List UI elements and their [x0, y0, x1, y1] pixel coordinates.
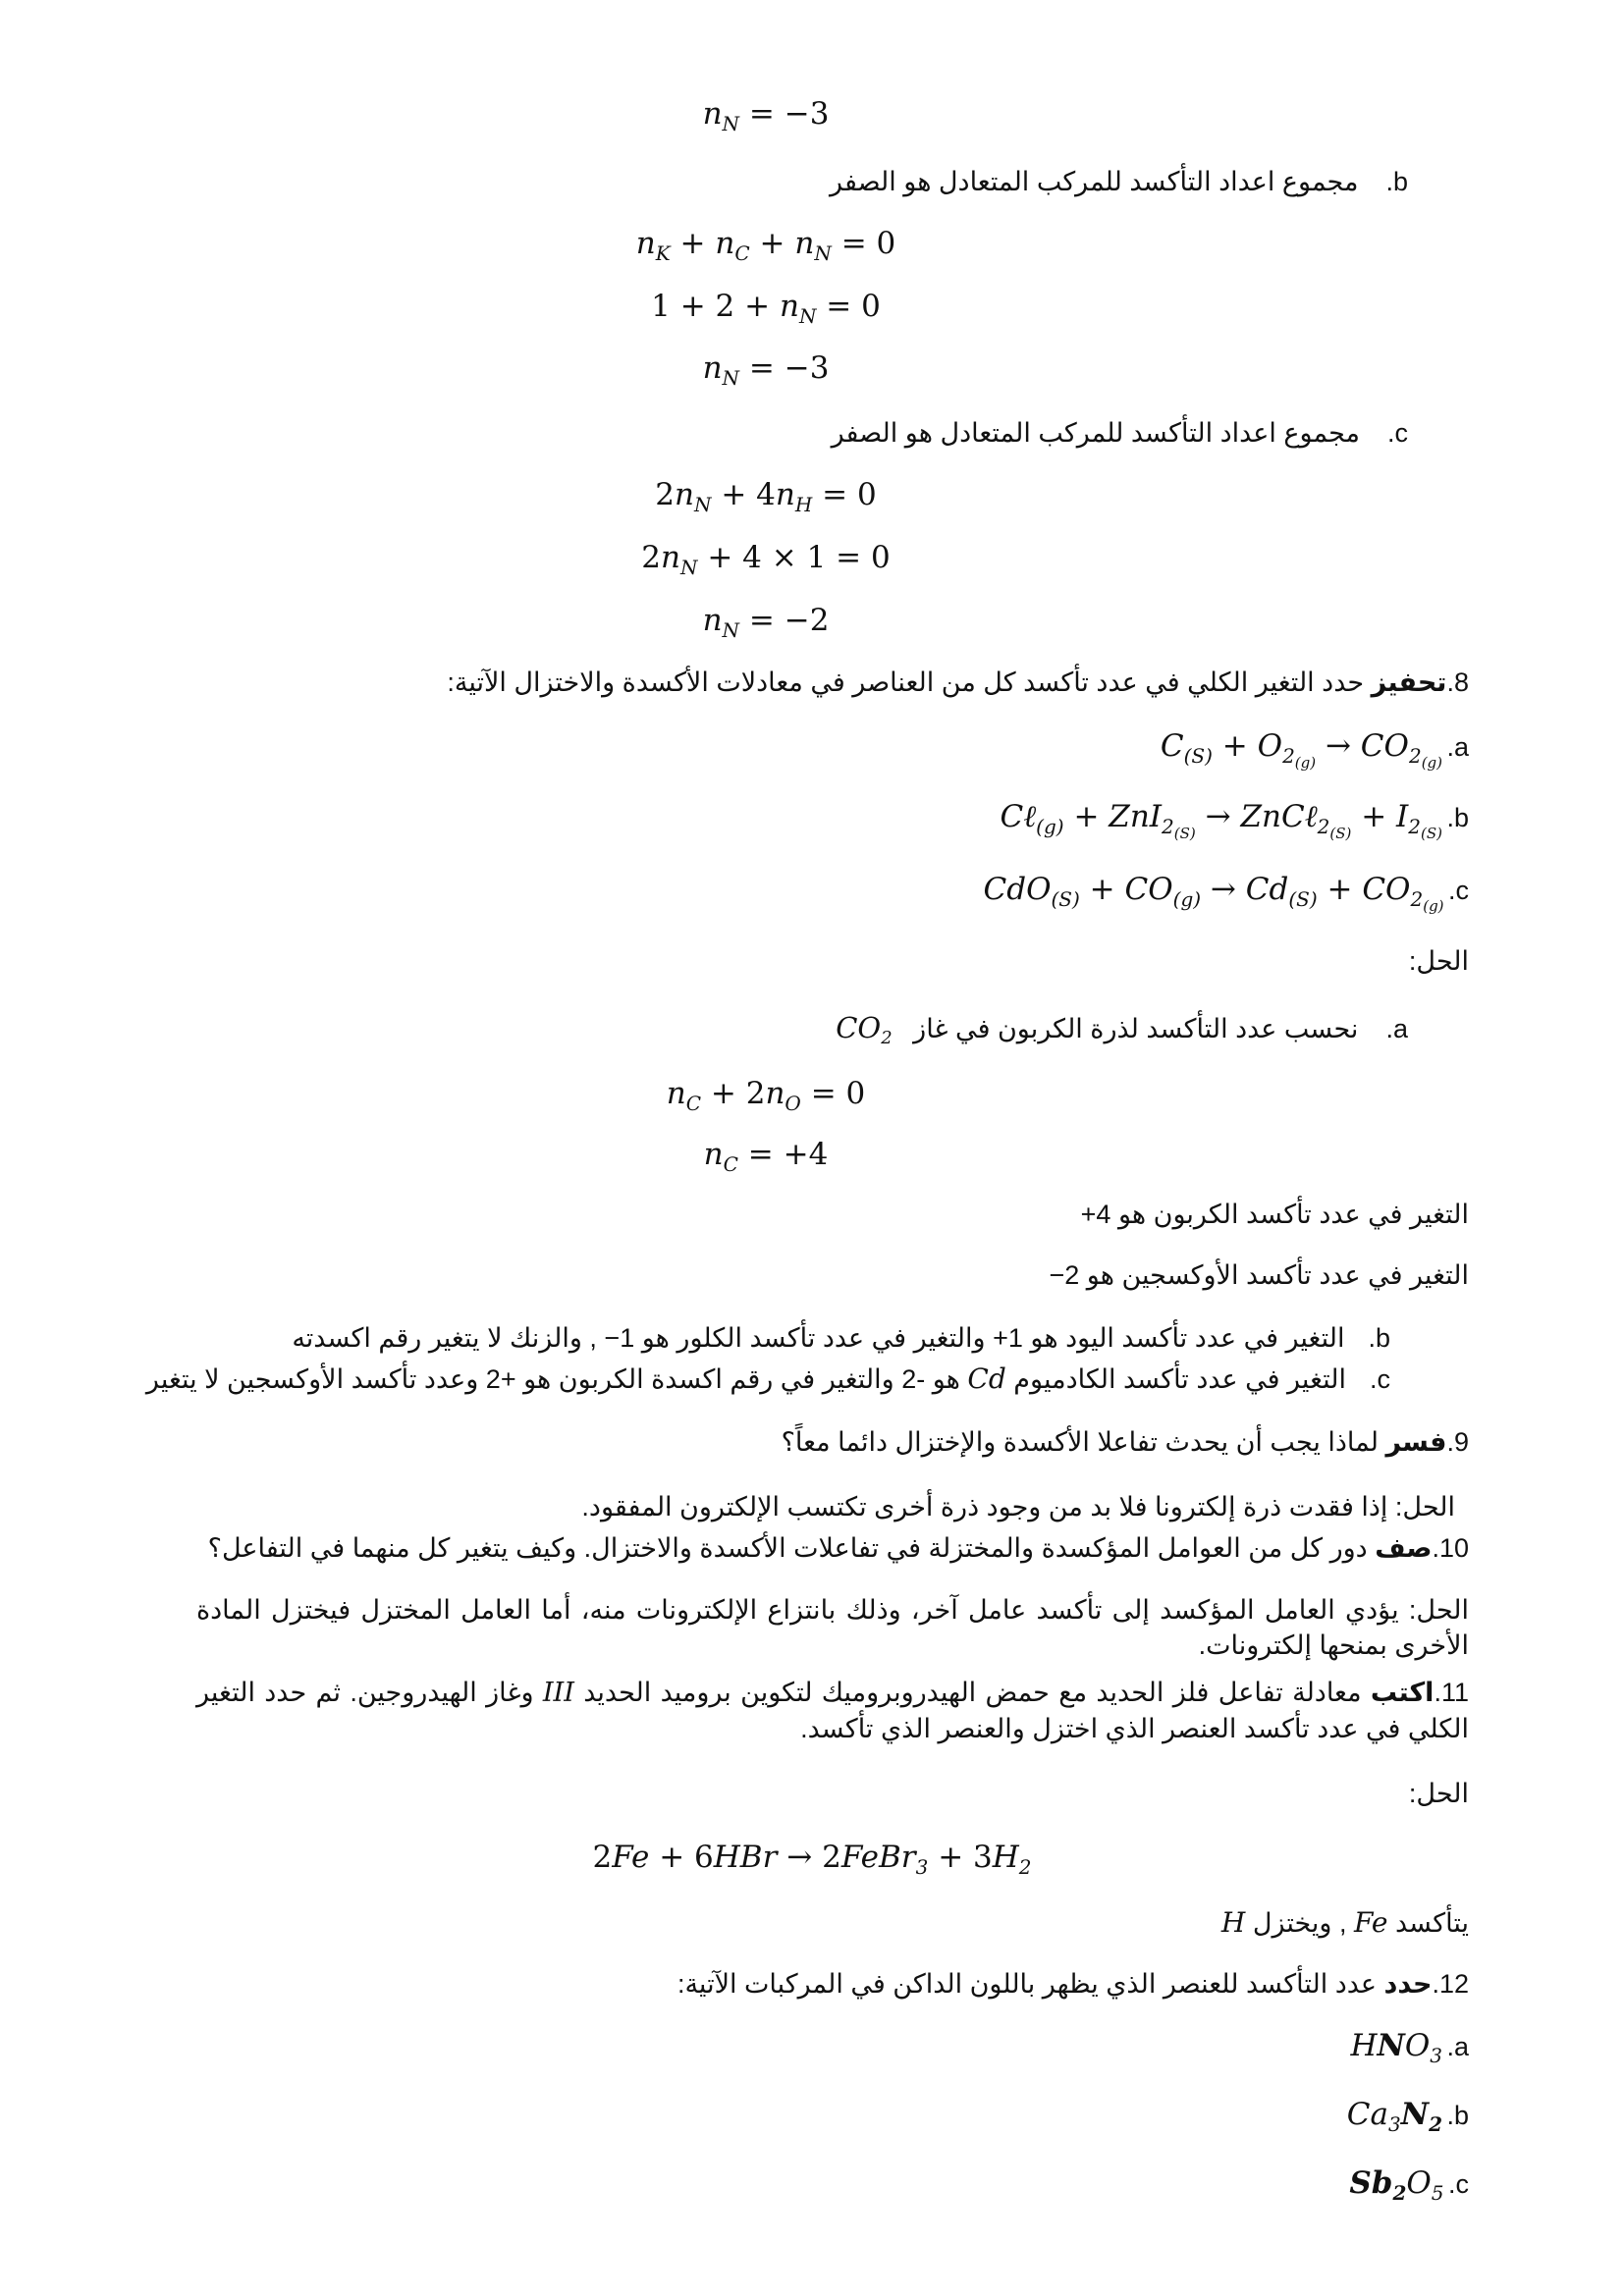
- co2-formula: CO: [836, 1011, 882, 1044]
- reduced-element: H: [1220, 1906, 1246, 1939]
- item-b-heading: [830, 165, 1408, 198]
- question-8-text: حدد التغير الكلي في عدد تأكسد كل من العناصر في معادلات الأكسدة والاختزال الآتية:: [447, 667, 1365, 697]
- question-11-number: 11.: [1434, 1678, 1469, 1707]
- compound-12a-label: a.: [1446, 2032, 1469, 2061]
- question-8: [447, 666, 1469, 699]
- oxidized-text: يتأكسد: [1394, 1908, 1469, 1938]
- compound-12c: c. $Sb_2O_5$: [1349, 2165, 1469, 2205]
- reduced-text: , ويختزل: [1252, 1908, 1347, 1938]
- zinc-change-text: , والزنك لا يتغير رقم اكسدته: [292, 1323, 597, 1353]
- compound-12b-label: b.: [1446, 2101, 1469, 2130]
- oxygen-change-text: التغير في عدد تأكسد الأوكسجين هو: [1086, 1260, 1469, 1290]
- question-12-keyword: حدد: [1383, 1969, 1433, 1999]
- chlorine-change-text: والتغير في عدد تأكسد الكلور هو: [641, 1323, 986, 1353]
- solution-8a-text: نحسب عدد التأكسد لذرة الكربون في غاز: [913, 1014, 1359, 1043]
- equation-8c: c. $CdO_{(S)} + CO_{(g)} \to Cd_{(S)} + CO_{2_{(g)}}$: [983, 872, 1469, 915]
- equation-8b-label: b.: [1446, 803, 1469, 832]
- oxygen-change-value: −2: [1049, 1260, 1080, 1290]
- item-b-text: مجموع اعداد التأكسد للمركب المتعادل هو الصفر: [830, 167, 1359, 196]
- question-8-number: 8.: [1446, 667, 1469, 697]
- solution-8-heading: الحل:: [1408, 946, 1469, 976]
- solution-8c-number: c.: [1369, 1364, 1390, 1394]
- question-11-keyword: اكتب: [1370, 1678, 1435, 1707]
- equation-nc-plus4: $n_C = +4$: [703, 1137, 829, 1176]
- iodine-change-text: التغير في عدد تأكسد اليود هو: [1030, 1323, 1345, 1353]
- question-10-text: دور كل من العوامل المؤكسدة والمختزلة في تفاعلات الأكسدة والاختزال. وكيف يتغير كل منهما في التفاعل؟: [207, 1533, 1368, 1563]
- iron-iii-roman: III: [542, 1678, 574, 1708]
- equation-8a-label: a.: [1446, 732, 1469, 762]
- item-c-heading: [832, 416, 1408, 450]
- compound-12a: a. $HNO_3$: [1350, 2028, 1469, 2067]
- question-11-text-1: معادلة تفاعل فلز الحديد مع حمض الهيدروبروميك لتكوين بروميد الحديد: [583, 1678, 1362, 1707]
- equation-kcn-values: $1 + 2 + n_N = 0$: [651, 289, 881, 328]
- item-b-number: b.: [1385, 167, 1408, 196]
- question-12: [677, 1967, 1469, 2001]
- equation-nn-minus2: $n_N = -2$: [702, 603, 830, 642]
- cadmium-symbol: Cd: [967, 1362, 1006, 1395]
- equation-8b: b. Cℓ$_{(g)}$ + ZnI$_{2_{(S)}}$ → ZnCℓ$_{2_{(S)}}$ + $I_{2_{(S)}}$: [1000, 799, 1469, 842]
- compound-12b: b. $Ca_3N_2$: [1346, 2097, 1469, 2136]
- question-9-solution: الحل: إذا فقدت ذرة إلكترونا فلا بد من وجود ذرة أخرى تكتسب الإلكترون المفقود.: [581, 1492, 1455, 1522]
- chlorine-change-value: −1: [604, 1323, 635, 1353]
- carbon-change-value: +4: [1080, 1200, 1111, 1229]
- solution-8c-line: [146, 1362, 1390, 1396]
- question-9: [782, 1425, 1469, 1459]
- item-c-text: مجموع اعداد التأكسد للمركب المتعادل هو الصفر: [831, 418, 1360, 448]
- oxidized-element: Fe: [1354, 1906, 1388, 1939]
- carbon-change-line: [1081, 1198, 1469, 1231]
- carbon-change-text: التغير في عدد تأكسد الكربون هو: [1117, 1200, 1469, 1229]
- equation-kcn-sum: $n_K + n_C + n_N = 0$: [635, 226, 896, 265]
- solution-8b-number: b.: [1368, 1323, 1390, 1353]
- question-9-number: 9.: [1446, 1427, 1469, 1457]
- question-10-number: 10.: [1432, 1533, 1469, 1563]
- equation-iron-hbr: 2Fe + 6HBr → 2FeBr$_3$ + $3H_2$: [592, 1840, 1032, 1879]
- cadmium-change-text: التغير في عدد تأكسد الكادميوم: [1013, 1364, 1346, 1394]
- question-10-keyword: صف: [1375, 1533, 1433, 1563]
- compound-12c-label: c.: [1447, 2169, 1469, 2199]
- question-12-text: عدد التأكسد للعنصر الذي يظهر باللون الداكن في المركبات الآتية:: [677, 1969, 1377, 1999]
- solution-8a-number: a.: [1385, 1014, 1408, 1043]
- solution-8a-line: a.نحسب عدد التأكسد لذرة الكربون في غاز $CO_2$: [836, 1011, 1408, 1048]
- question-8-keyword: تحفيز: [1371, 667, 1447, 697]
- cadmium-carbon-change-text: هو -2 والتغير في رقم اكسدة الكربون هو +2 وعدد تأكسد الأوكسجين لا يتغير: [145, 1364, 960, 1394]
- equation-8a: a. $C_{(S)} + O_{2_{(g)}} \to CO_{2_{(g)}}$: [1160, 728, 1469, 772]
- item-c-number: c.: [1386, 418, 1408, 448]
- equation-nh-values: $2n_N + 4 \times 1 = 0$: [641, 540, 891, 579]
- oxygen-change-line: [1049, 1258, 1469, 1292]
- iodine-change-value: +1: [993, 1323, 1023, 1353]
- question-9-keyword: فسر: [1385, 1427, 1447, 1457]
- question-10-solution: الحل: يؤدي العامل المؤكسد إلى تأكسد عامل آخر، وذلك بانتزاع الإلكترونات منه، أما العامل المختزل فيختزل المادة الأخرى بمنحها إلكترونات.: [196, 1595, 1469, 1660]
- redox-result-line: [1221, 1906, 1469, 1940]
- equation-8c-label: c.: [1447, 876, 1469, 905]
- question-11-text-2: وغاز الهيدروجين. ثم حدد التغير الكلي في عدد تأكسد العنصر الذي اختزل والعنصر الذي تأكسد.: [196, 1678, 1469, 1743]
- equation-co2-sum: $n_C + 2n_O = 0$: [666, 1076, 866, 1115]
- question-10: [208, 1531, 1469, 1565]
- question-9-text: لماذا يجب أن يحدث تفاعلا الأكسدة والإختزال دائما معاً؟: [781, 1427, 1379, 1457]
- equation-nh-sum: $2n_N + 4n_H = 0$: [655, 477, 877, 516]
- solution-8b-line: [292, 1321, 1390, 1355]
- equation-nn-minus3-b: $n_N = -3$: [702, 350, 830, 390]
- equation-nn-minus3-a: $n_N = -3$: [702, 96, 830, 135]
- solution-11-heading: الحل:: [1408, 1779, 1469, 1808]
- question-12-number: 12.: [1432, 1969, 1469, 1999]
- question-11: [196, 1675, 1469, 1746]
